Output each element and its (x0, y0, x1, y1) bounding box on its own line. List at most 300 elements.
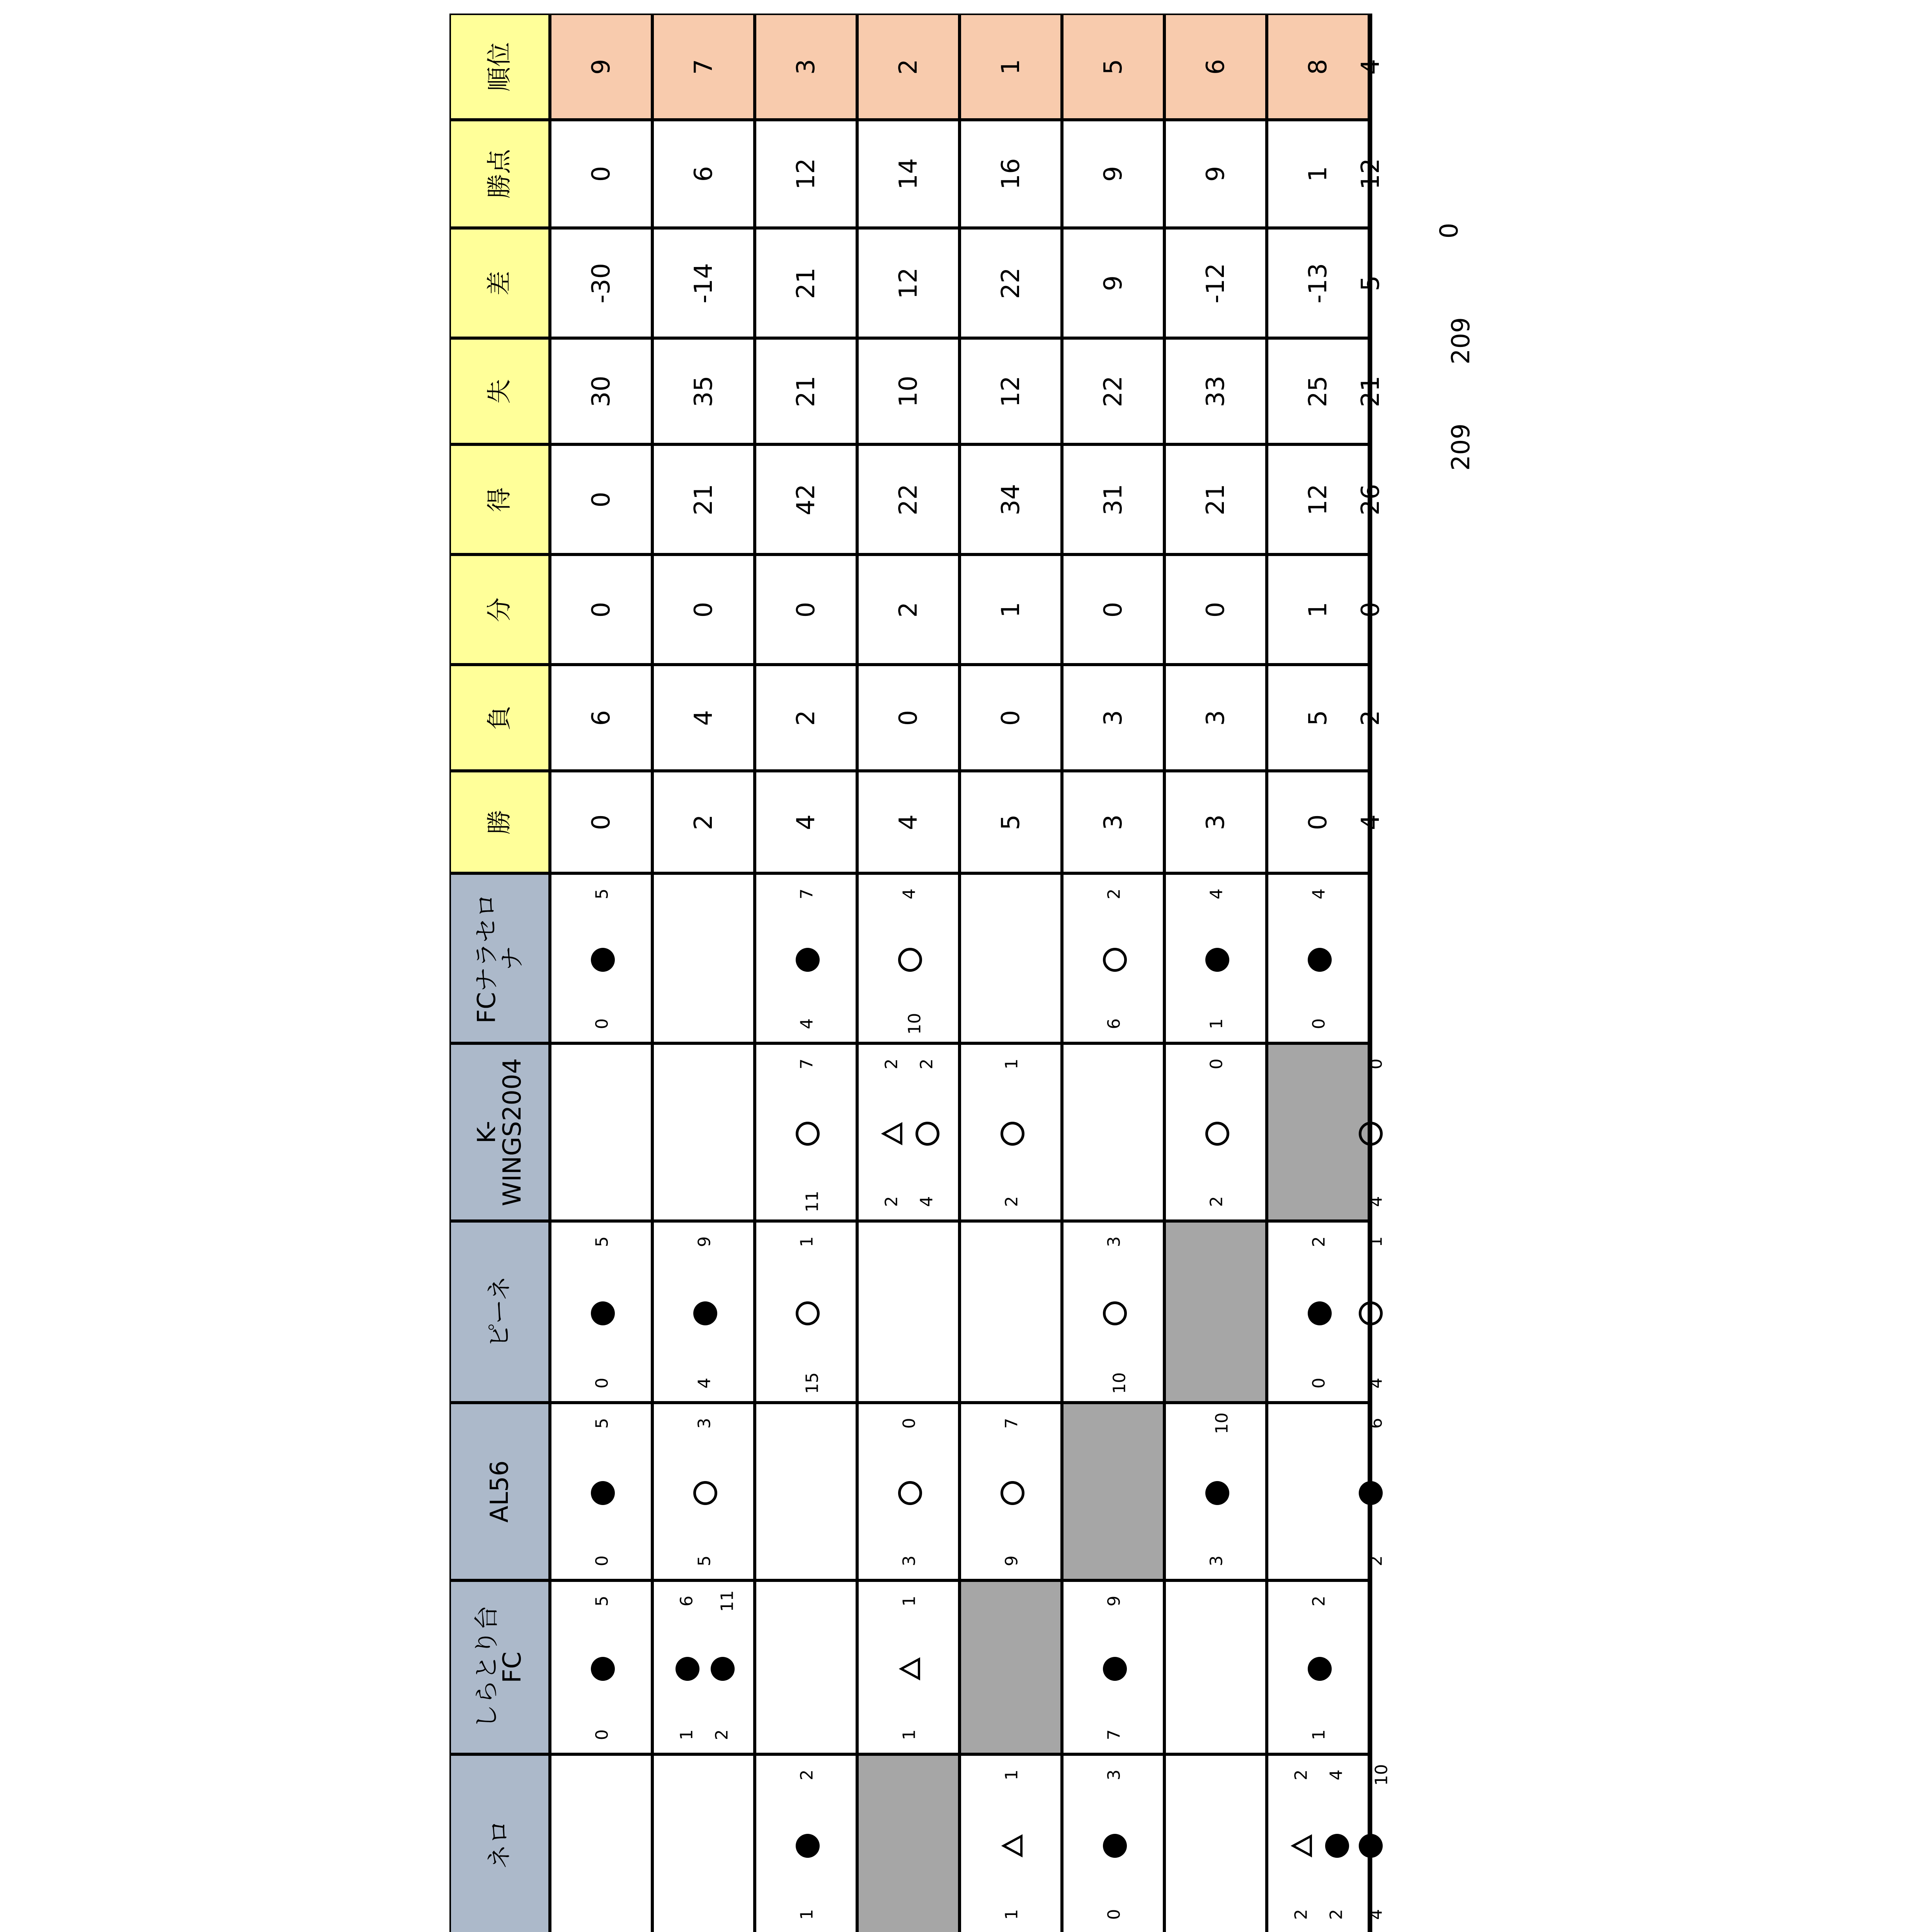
loss-dot-icon (1325, 1834, 1349, 1858)
match-cell (1164, 1580, 1267, 1754)
stat-value: 0 (1099, 602, 1128, 617)
stat-value: 5 (996, 814, 1025, 830)
stat-value: 25 (1303, 375, 1332, 407)
match-cell (1369, 1580, 1372, 1754)
score-own: 1 (797, 1909, 817, 1920)
match-cell (1366, 1403, 1386, 1580)
stat-cell (1062, 665, 1164, 771)
score-own: 4 (1366, 1196, 1386, 1207)
stat-cell (960, 444, 1062, 554)
stat-value: 0 (1201, 602, 1230, 617)
match-cell (550, 1221, 652, 1403)
stat-cell (1356, 444, 1385, 554)
stat-cell (1062, 771, 1164, 873)
loss-dot-icon (591, 1481, 615, 1505)
rank-value: 7 (689, 59, 718, 75)
stat-value: 5 (1356, 275, 1385, 291)
rank-value: 5 (1099, 59, 1128, 75)
stat-cell (1356, 554, 1385, 665)
score-opp: 4 (1326, 1769, 1346, 1781)
win-circle-icon (693, 1481, 717, 1505)
stat-value: 2 (1356, 710, 1385, 726)
stat-value: 4 (894, 814, 923, 830)
match-cell (550, 873, 652, 1043)
stat-cell (652, 771, 755, 873)
stat-cell (857, 338, 960, 444)
rank-value: 9 (587, 59, 616, 75)
stat-cell (550, 554, 652, 665)
stat-cell (1356, 771, 1385, 873)
score-own: 10 (905, 1013, 924, 1035)
match-cell (1267, 1754, 1369, 1932)
stat-cell (755, 665, 857, 771)
match-cell (755, 1043, 857, 1221)
score-opp: 10 (1212, 1412, 1232, 1434)
stat-value: -12 (1201, 263, 1230, 303)
stat-cell (857, 120, 960, 228)
win-circle-icon (1103, 1301, 1127, 1325)
stat-value: 12 (791, 158, 820, 190)
score-own: 2 (1002, 1196, 1021, 1207)
stat-value: 0 (894, 710, 923, 726)
stat-cell (652, 228, 755, 338)
self-cell (960, 1580, 1062, 1754)
rank-cell (960, 14, 1062, 120)
stat-value: 21 (1201, 483, 1230, 515)
score-own: 4 (1366, 1378, 1386, 1389)
stat-value: 4 (791, 814, 820, 830)
loss-dot-icon (591, 1301, 615, 1325)
score-opp: 2 (881, 1058, 902, 1070)
stat-value: 9 (1201, 166, 1230, 182)
stat-value: 2 (791, 710, 820, 726)
match-cell (1062, 1043, 1164, 1221)
stat-cell (550, 444, 652, 554)
stat-value: 42 (791, 483, 820, 515)
stat-cell (960, 338, 1062, 444)
score-opp: 7 (797, 888, 817, 900)
rank-cell (857, 14, 960, 120)
stat-cell (652, 444, 755, 554)
score-opp: 6 (1366, 1418, 1386, 1429)
score-opp: 2 (1104, 888, 1124, 900)
stat-cell (1164, 771, 1267, 873)
loss-dot-icon (711, 1657, 735, 1681)
stat-cell (1062, 554, 1164, 665)
score-own: 0 (592, 1729, 612, 1740)
match-cell (1164, 873, 1267, 1043)
stat-cell (1062, 228, 1164, 338)
stat-cell (960, 665, 1062, 771)
score-opp: 0 (1366, 1058, 1386, 1070)
match-cell (960, 1403, 1062, 1580)
self-cell (1369, 873, 1372, 1043)
draw-triangle-icon (898, 1657, 922, 1681)
score-opp: 3 (1104, 1236, 1124, 1247)
match-cell (960, 873, 1062, 1043)
score-opp: 4 (1206, 888, 1226, 900)
loss-dot-icon (591, 948, 615, 972)
stat-cell (1267, 444, 1369, 554)
stat-cell (755, 444, 857, 554)
match-cell (1164, 1403, 1267, 1580)
col-header-label: ネロ (485, 1819, 514, 1869)
match-cell (1267, 1403, 1369, 1580)
rank-cell (1164, 14, 1267, 120)
score-own: 4 (694, 1378, 714, 1389)
stat-cell (755, 554, 857, 665)
match-cell (652, 1580, 755, 1754)
score-own: 15 (802, 1372, 822, 1394)
score-own: 0 (1309, 1378, 1329, 1389)
score-own: 2 (881, 1196, 902, 1207)
match-cell (755, 873, 857, 1043)
score-own: 1 (1002, 1909, 1021, 1920)
stat-header (449, 665, 550, 771)
rank-value: 1 (996, 59, 1025, 75)
rank-cell (550, 14, 652, 120)
stat-cell (1062, 120, 1164, 228)
match-cell (1164, 1043, 1267, 1221)
stat-cell (652, 120, 755, 228)
stat-value: -30 (587, 263, 616, 303)
stat-cell (652, 665, 755, 771)
col-header-team (449, 1221, 550, 1403)
win-circle-icon (898, 948, 922, 972)
match-cell (960, 1754, 1062, 1932)
stat-value: 3 (1099, 814, 1128, 830)
stat-cell (1164, 665, 1267, 771)
match-cell (1062, 1580, 1164, 1754)
score-own: 7 (1104, 1729, 1124, 1740)
score-own: 4 (797, 1018, 817, 1029)
loss-dot-icon (1205, 948, 1229, 972)
stat-cell (1356, 120, 1385, 228)
stat-cell (550, 228, 652, 338)
total-goals-against: 209 (1447, 317, 1476, 365)
score-opp: 1 (1002, 1058, 1021, 1070)
win-circle-icon (1103, 948, 1127, 972)
stat-cell (960, 554, 1062, 665)
loss-dot-icon (1359, 1834, 1383, 1858)
stat-value: 22 (996, 267, 1025, 299)
loss-dot-icon (1103, 1834, 1127, 1858)
score-opp: 6 (677, 1595, 697, 1607)
stat-value: -14 (689, 263, 718, 303)
win-circle-icon (1205, 1122, 1229, 1146)
stat-cell (1062, 444, 1164, 554)
stat-cell (755, 771, 857, 873)
total-goal-diff: 0 (1435, 223, 1464, 239)
match-cell (960, 1043, 1062, 1221)
rank-cell (1062, 14, 1164, 120)
score-own: 1 (899, 1729, 919, 1740)
rank-value: 2 (894, 59, 923, 75)
score-opp: 0 (899, 1418, 919, 1429)
stat-value: 0 (587, 814, 616, 830)
stat-cell (755, 228, 857, 338)
stat-cell (550, 771, 652, 873)
stat-cell (652, 338, 755, 444)
score-own: 6 (1104, 1018, 1124, 1029)
score-own: 9 (1002, 1555, 1021, 1566)
score-own: 2 (1366, 1555, 1386, 1566)
stat-value: 14 (894, 158, 923, 190)
stat-value: 21 (689, 483, 718, 515)
loss-dot-icon (676, 1657, 699, 1681)
rank-cell (755, 14, 857, 120)
match-cell (550, 1043, 652, 1221)
score-opp: 7 (1002, 1418, 1021, 1429)
rank-value: 8 (1303, 59, 1332, 75)
loss-dot-icon (1308, 948, 1332, 972)
stat-cell (550, 120, 652, 228)
score-opp: 2 (1309, 1595, 1329, 1607)
score-own: 5 (694, 1555, 714, 1566)
col-header-label: FCナラセロ ナ (473, 893, 527, 1024)
score-opp: 5 (592, 1418, 612, 1429)
win-circle-icon (796, 1122, 820, 1146)
stat-value: 35 (689, 375, 718, 407)
match-cell (550, 1754, 652, 1932)
match-cell (755, 1580, 857, 1754)
stat-value: 0 (1303, 814, 1332, 830)
match-cell (652, 1754, 755, 1932)
match-cell (857, 1403, 960, 1580)
stat-value: 3 (1099, 710, 1128, 726)
stat-value: 1 (1303, 602, 1332, 617)
stat-value: 9 (1099, 166, 1128, 182)
match-cell (1267, 1580, 1369, 1754)
stat-cell (1164, 444, 1267, 554)
col-header-label: ピーネ (485, 1276, 514, 1348)
score-opp: 11 (717, 1590, 737, 1612)
score-own: 3 (1206, 1555, 1226, 1566)
draw-triangle-icon (1001, 1834, 1024, 1858)
match-cell (857, 1221, 960, 1403)
rank-value: 3 (791, 59, 820, 75)
score-opp: 2 (797, 1769, 817, 1781)
score-opp: 9 (1104, 1595, 1124, 1607)
match-cell (1267, 873, 1369, 1043)
loss-dot-icon (1205, 1481, 1229, 1505)
match-cell (755, 1754, 857, 1932)
stat-cell (1356, 338, 1385, 444)
self-cell (1062, 1403, 1164, 1580)
stat-header-label: 得 (485, 487, 514, 512)
stat-header (449, 120, 550, 228)
stat-value: -13 (1303, 263, 1332, 303)
stat-value: 0 (587, 166, 616, 182)
stat-value: 4 (1356, 814, 1385, 830)
match-cell (1366, 1221, 1386, 1403)
match-cell (1062, 873, 1164, 1043)
win-circle-icon (1359, 1301, 1383, 1325)
loss-dot-icon (796, 948, 820, 972)
stat-value: 34 (996, 483, 1025, 515)
score-opp: 1 (899, 1595, 919, 1607)
score-opp: 4 (1309, 888, 1329, 900)
score-own: 1 (1309, 1729, 1329, 1740)
stat-value: 21 (791, 267, 820, 299)
score-opp: 2 (1309, 1236, 1329, 1247)
score-own: 2 (1326, 1909, 1346, 1920)
score-own: 0 (592, 1018, 612, 1029)
draw-triangle-icon (1290, 1834, 1314, 1858)
match-cell (652, 873, 755, 1043)
score-own: 2 (712, 1729, 732, 1740)
loss-dot-icon (693, 1301, 717, 1325)
match-cell (857, 1580, 960, 1754)
score-opp: 7 (797, 1058, 817, 1070)
loss-dot-icon (1308, 1657, 1332, 1681)
stat-header (449, 444, 550, 554)
stat-value: 0 (791, 602, 820, 617)
stat-header-label: 失 (485, 379, 514, 404)
stat-value: 31 (1099, 483, 1128, 515)
match-cell (1062, 1221, 1164, 1403)
col-header-team (449, 1043, 550, 1221)
stat-cell (1164, 338, 1267, 444)
win-circle-icon (915, 1122, 939, 1146)
stat-header-label: 順位 (485, 42, 514, 92)
rank-value: 4 (1356, 59, 1385, 75)
match-cell (550, 1580, 652, 1754)
stat-header-label: 勝点 (485, 149, 514, 199)
match-cell (1164, 1754, 1267, 1932)
stat-value: 0 (1356, 602, 1385, 617)
score-own: 0 (592, 1378, 612, 1389)
stat-header-label: 差 (485, 270, 514, 296)
loss-dot-icon (1308, 1301, 1332, 1325)
stat-cell (1267, 554, 1369, 665)
rank-cell (1356, 14, 1385, 120)
score-opp: 2 (917, 1058, 937, 1070)
score-opp: 10 (1371, 1764, 1392, 1786)
stat-value: 1 (1303, 166, 1332, 182)
score-opp: 5 (592, 888, 612, 900)
stat-value: 22 (894, 483, 923, 515)
stat-value: 33 (1201, 375, 1230, 407)
col-header-label: AL56 (485, 1460, 514, 1523)
stat-cell (755, 120, 857, 228)
col-header-label: K- WINGS2004 (473, 1058, 527, 1206)
win-circle-icon (1359, 1122, 1383, 1146)
win-circle-icon (796, 1301, 820, 1325)
match-cell (550, 1403, 652, 1580)
stat-cell (1267, 771, 1369, 873)
col-header-team (449, 873, 550, 1043)
match-cell (652, 1043, 755, 1221)
stat-value: 10 (894, 375, 923, 407)
score-own: 0 (1309, 1018, 1329, 1029)
score-opp: 2 (1291, 1769, 1311, 1781)
stat-header (449, 228, 550, 338)
stat-cell (1164, 120, 1267, 228)
score-own: 10 (1109, 1372, 1129, 1394)
score-opp: 4 (899, 888, 919, 900)
stat-header-label: 勝 (485, 810, 514, 835)
score-opp: 0 (1206, 1058, 1226, 1070)
stat-value: 1 (996, 602, 1025, 617)
match-cell (960, 1221, 1062, 1403)
match-cell (652, 1221, 755, 1403)
stat-cell (857, 554, 960, 665)
stat-cell (1267, 338, 1369, 444)
match-cell (652, 1403, 755, 1580)
draw-triangle-icon (880, 1122, 904, 1146)
score-opp: 1 (1366, 1236, 1386, 1247)
match-cell (1267, 1221, 1369, 1403)
loss-dot-icon (1103, 1657, 1127, 1681)
score-opp: 5 (592, 1595, 612, 1607)
stat-value: 0 (689, 602, 718, 617)
stat-cell (1164, 554, 1267, 665)
self-cell (1267, 1043, 1369, 1221)
score-opp: 1 (1002, 1769, 1021, 1781)
col-header-team (449, 1754, 550, 1932)
stat-header (449, 771, 550, 873)
stat-value: 2 (894, 602, 923, 617)
stat-cell (960, 120, 1062, 228)
self-cell (857, 1754, 960, 1932)
stat-cell (960, 228, 1062, 338)
stat-cell (960, 771, 1062, 873)
score-own: 1 (1206, 1018, 1226, 1029)
stat-value: 5 (1303, 710, 1332, 726)
win-circle-icon (1001, 1481, 1024, 1505)
match-cell (1062, 1754, 1164, 1932)
stat-header-label: 分 (485, 597, 514, 622)
stat-cell (1164, 228, 1267, 338)
match-cell (857, 1043, 960, 1221)
stat-cell (1267, 665, 1369, 771)
stat-cell (1062, 338, 1164, 444)
stat-value: 16 (996, 158, 1025, 190)
stat-cell (857, 665, 960, 771)
stat-cell (1267, 228, 1369, 338)
rank-cell (652, 14, 755, 120)
stat-value: 12 (1303, 483, 1332, 515)
match-cell (755, 1403, 857, 1580)
stat-cell (857, 444, 960, 554)
score-own: 11 (802, 1190, 822, 1213)
stat-cell (857, 771, 960, 873)
score-own: 3 (899, 1555, 919, 1566)
stat-value: 12 (996, 375, 1025, 407)
match-cell (1366, 1043, 1386, 1221)
stat-value: 22 (1099, 375, 1128, 407)
stat-cell (550, 665, 652, 771)
stat-cell (652, 554, 755, 665)
self-cell (1164, 1221, 1267, 1403)
stat-cell (1356, 665, 1385, 771)
loss-dot-icon (591, 1657, 615, 1681)
stat-cell (550, 338, 652, 444)
score-opp: 1 (797, 1236, 817, 1247)
loss-dot-icon (796, 1834, 820, 1858)
score-own: 2 (1206, 1196, 1226, 1207)
stat-value: 12 (1356, 158, 1385, 190)
stat-value: 4 (689, 710, 718, 726)
stat-value: 9 (1099, 275, 1128, 291)
stat-value: 0 (996, 710, 1025, 726)
score-own: 2 (1291, 1909, 1311, 1920)
match-cell (755, 1221, 857, 1403)
stat-value: 0 (587, 492, 616, 507)
stat-cell (857, 228, 960, 338)
score-own: 1 (677, 1729, 697, 1740)
